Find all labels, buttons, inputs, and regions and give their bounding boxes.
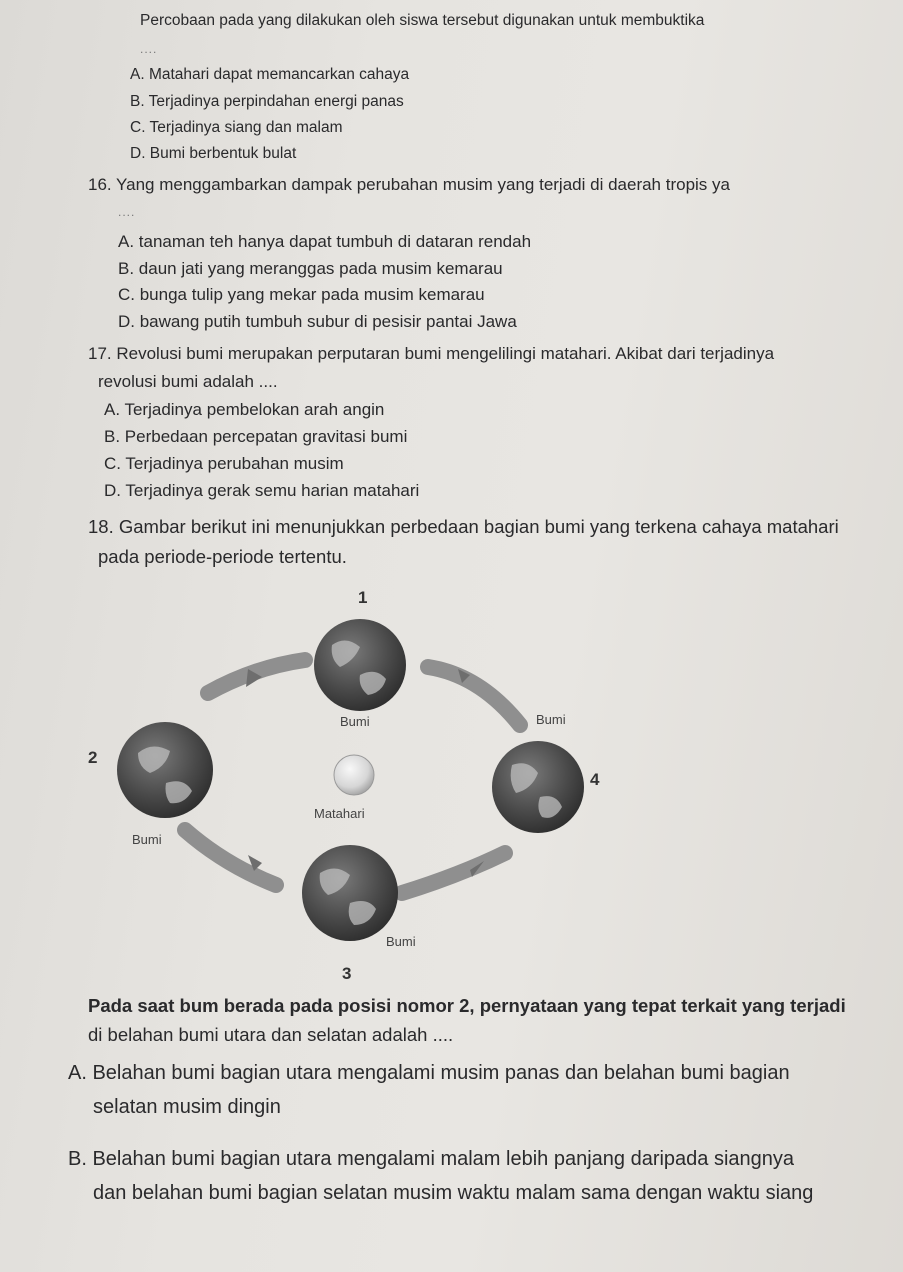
q17-stem-line2: revolusi bumi adalah .... xyxy=(98,372,278,391)
q16-option-a: A. tanaman teh hanya dapat tumbuh di dataran rendah xyxy=(118,232,532,251)
position-number-3: 3 xyxy=(342,964,352,983)
earth-label-1: Bumi xyxy=(340,714,370,729)
q18-option-a-line2: selatan musim dingin xyxy=(93,1096,281,1118)
q16-stem: 16. Yang menggambarkan dampak perubahan musim yang terjadi di daerah tropis ya xyxy=(88,175,730,194)
q15-option-b: B. Terjadinya perpindahan energi panas xyxy=(130,93,404,110)
q17-stem-line1: 17. Revolusi bumi merupakan perputaran bumi mengelilingi matahari. Akibat dari terjadinya xyxy=(88,344,775,363)
q17-option-b: B. Perbedaan percepatan gravitasi bumi xyxy=(104,427,408,446)
earth-label-4: Bumi xyxy=(536,712,566,727)
q18-option-b-line1: B. Belahan bumi bagian utara mengalami malam lebih panjang daripada siangnya xyxy=(68,1148,795,1170)
earth-position-1 xyxy=(314,619,406,711)
q16-option-c: C. bunga tulip yang mekar pada musim kemarau xyxy=(118,285,485,304)
earth-label-3: Bumi xyxy=(386,934,416,949)
q18-option-a-line1: A. Belahan bumi bagian utara mengalami musim panas dan belahan bumi bagian xyxy=(68,1062,790,1084)
q17-option-c: C. Terjadinya perubahan musim xyxy=(104,454,344,473)
q15-stem: Percobaan pada yang dilakukan oleh siswa tersebut digunakan untuk membuktika xyxy=(140,12,705,29)
sun-label: Matahari xyxy=(314,806,365,821)
q18-stem-line2: pada periode-periode tertentu. xyxy=(98,546,347,567)
arrow-2-to-3 xyxy=(185,830,276,885)
q15-option-c: C. Terjadinya siang dan malam xyxy=(130,119,343,136)
earth-position-2 xyxy=(117,722,213,818)
q17-option-d: D. Terjadinya gerak semu harian matahari xyxy=(104,481,420,500)
q16-continuation: .... xyxy=(118,205,136,219)
position-number-4: 4 xyxy=(590,770,600,789)
arrow-3-to-4 xyxy=(402,853,505,893)
earth-revolution-diagram xyxy=(0,575,903,985)
q16-option-d: D. bawang putih tumbuh subur di pesisir pantai Jawa xyxy=(118,312,517,331)
q16-option-b: B. daun jati yang meranggas pada musim kemarau xyxy=(118,259,503,278)
q15-option-a: A. Matahari dapat memancarkan cahaya xyxy=(130,66,410,83)
q17-option-a: A. Terjadinya pembelokan arah angin xyxy=(104,400,385,419)
earth-label-2: Bumi xyxy=(132,832,162,847)
arrow-4-to-1 xyxy=(428,667,520,725)
position-number-1: 1 xyxy=(358,588,368,607)
earth-position-3 xyxy=(302,845,398,941)
q18-question-line1: Pada saat bum berada pada posisi nomor 2, pernyataan yang tepat terkait yang terjadi xyxy=(88,995,846,1016)
earth-position-4 xyxy=(492,741,584,833)
q15-continuation: .... xyxy=(140,42,158,56)
q18-question-line2: di belahan bumi utara dan selatan adalah .... xyxy=(88,1024,454,1045)
q15-option-d: D. Bumi berbentuk bulat xyxy=(130,145,297,162)
position-number-2: 2 xyxy=(88,748,98,767)
sun xyxy=(334,755,374,795)
q18-stem-line1: 18. Gambar berikut ini menunjukkan perbedaan bagian bumi yang terkena cahaya matahari xyxy=(88,516,839,537)
q18-option-b-line2: dan belahan bumi bagian selatan musim waktu malam sama dengan waktu siang xyxy=(93,1182,814,1204)
